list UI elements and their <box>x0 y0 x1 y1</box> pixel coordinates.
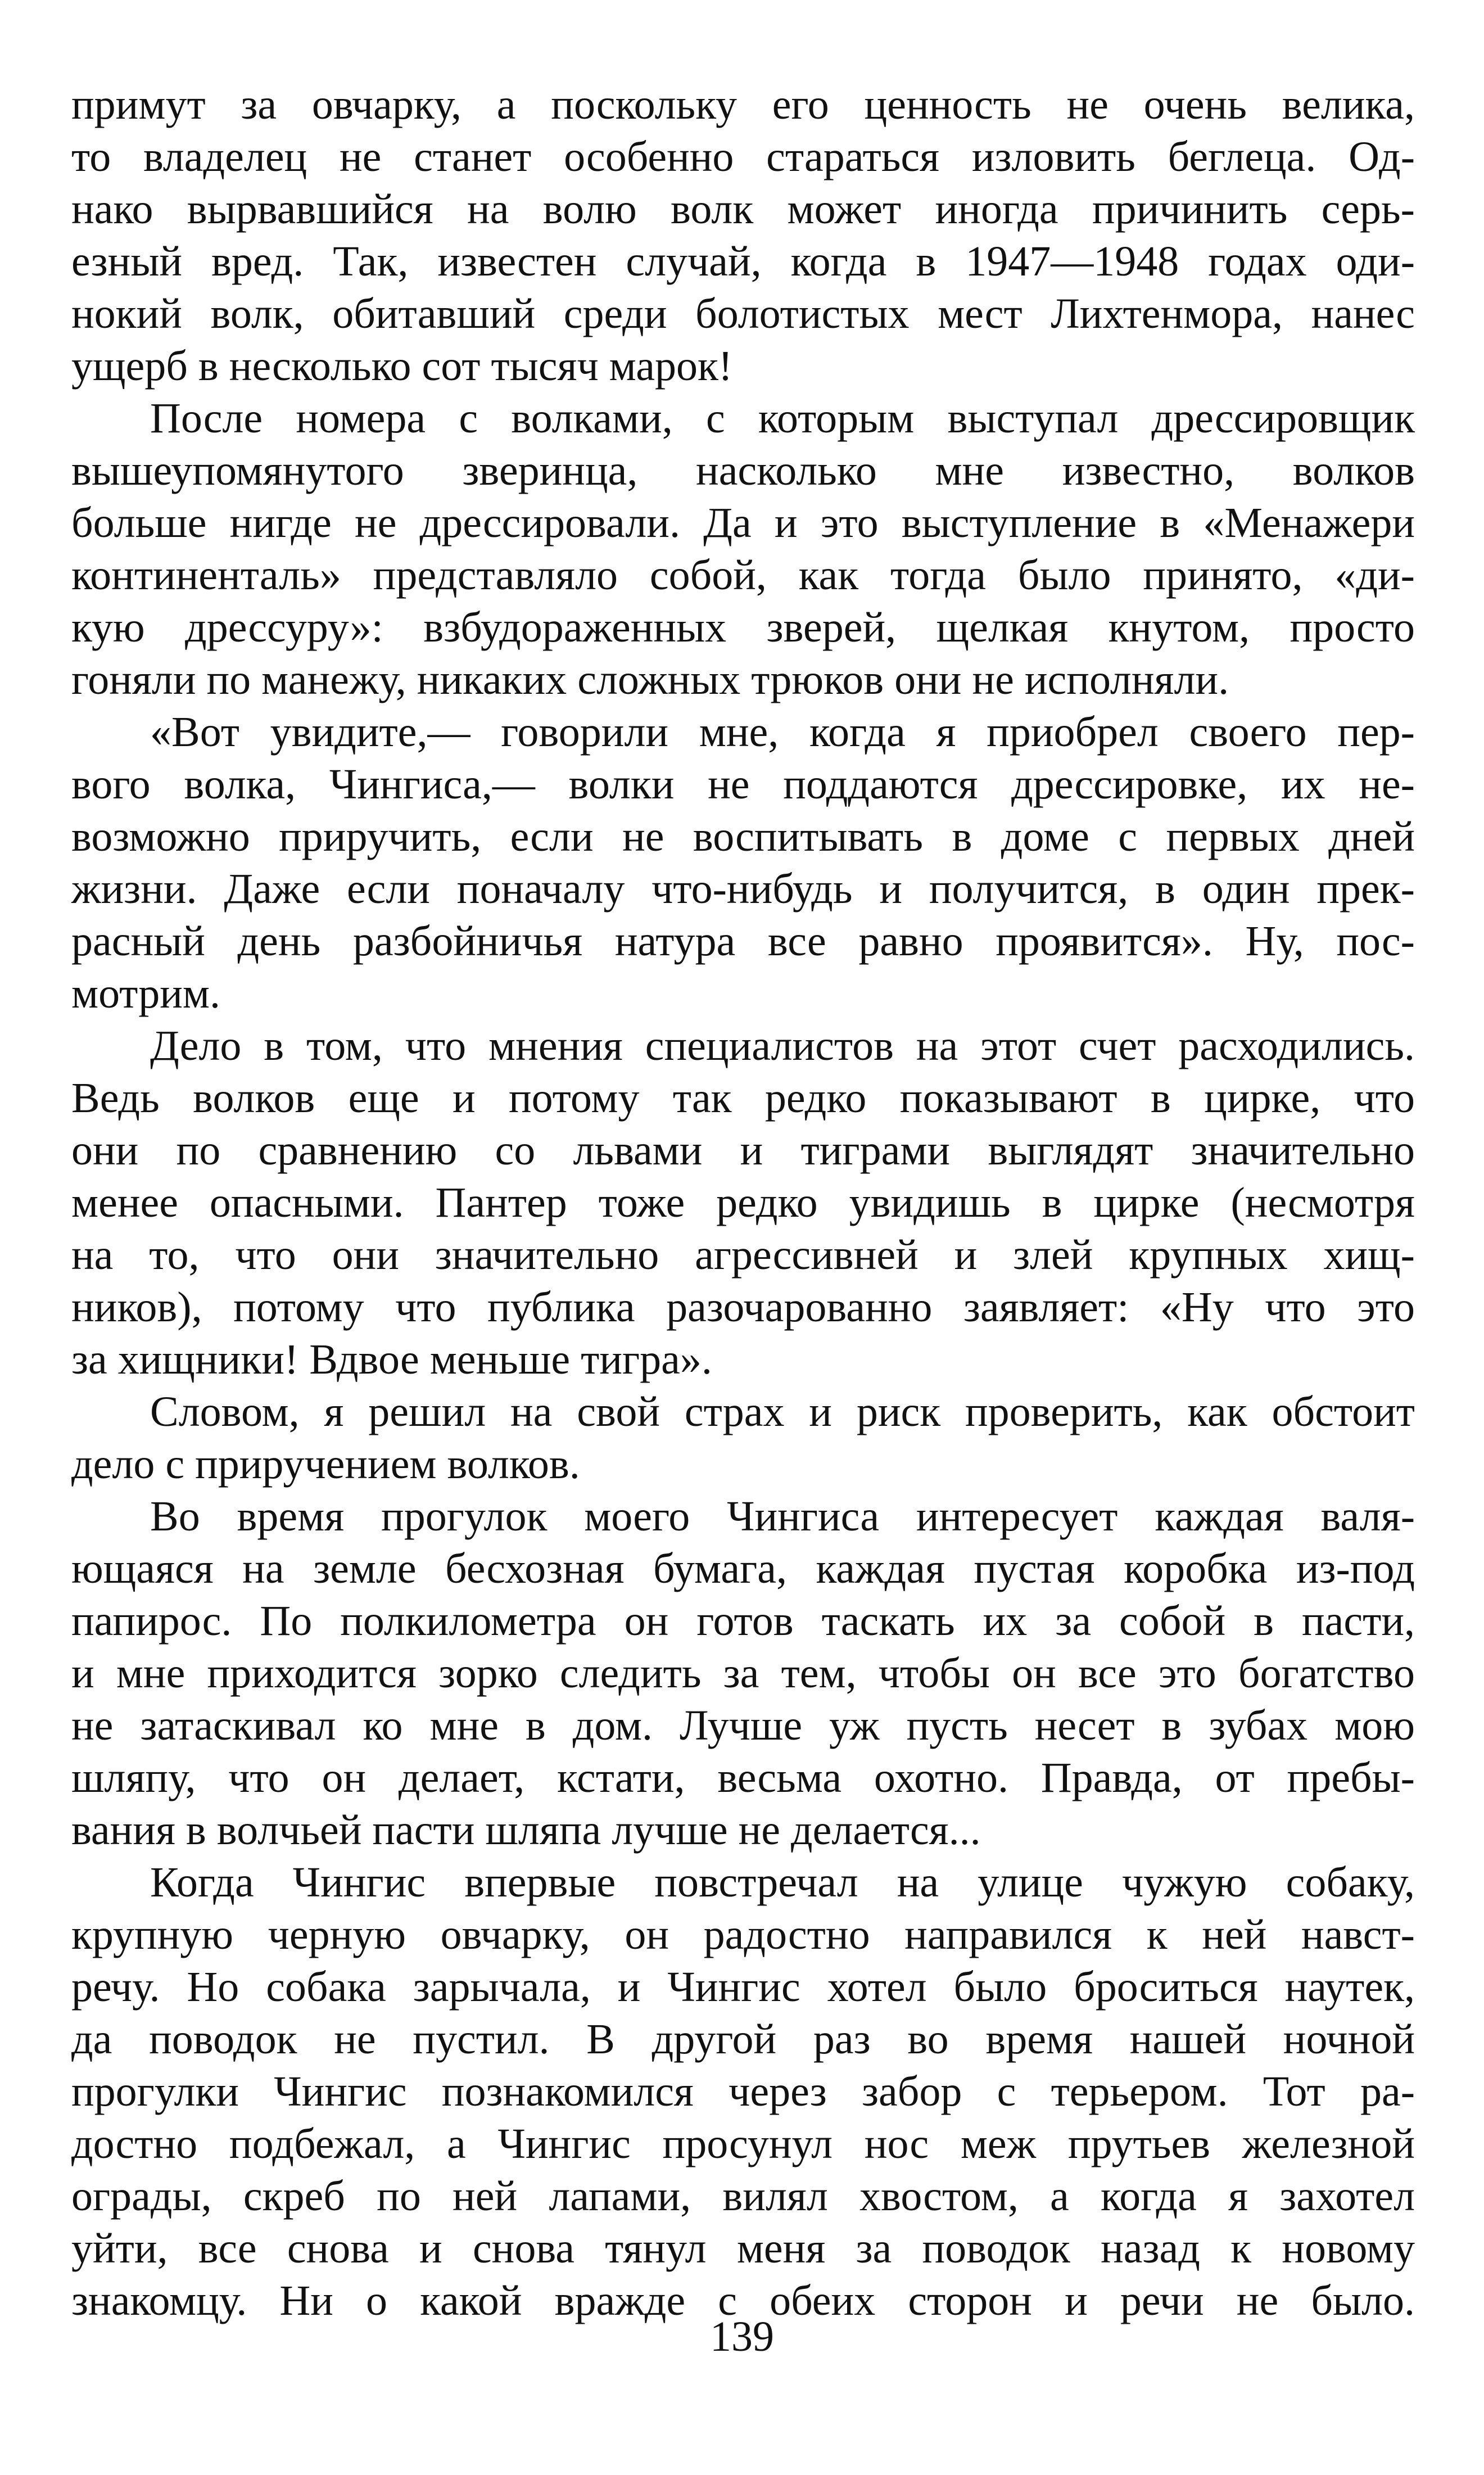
text-line: расный день разбойничья натура все равно проявится». Ну, пос- <box>71 918 1415 965</box>
paragraph <box>71 1020 1415 1386</box>
page-number: 139 <box>710 2313 774 2360</box>
text-line: прогулки Чингис познакомился через забор с терьером. Тот ра- <box>71 2068 1415 2115</box>
text-line: вого волка, Чингиса,— волки не поддаются дрессировке, их не- <box>71 761 1415 808</box>
text-line: да поводок не пустил. В другой раз во время нашей ночной <box>71 2016 1415 2063</box>
text-line: Ведь волков еще и потому так редко показывают в цирке, что <box>71 1074 1415 1122</box>
text-line: ющаяся на земле бесхозная бумага, каждая пустая коробка из-под <box>71 1545 1415 1592</box>
text-line: уйти, все снова и снова тянул меня за поводок назад к новому <box>71 2225 1415 2272</box>
book-page-text <box>71 79 1415 2327</box>
text-line: Словом, я решил на свой страх и риск проверить, как обстоит <box>150 1388 1415 1435</box>
text-line: нокий волк, обитавший среди болотистых мест Лихтенмора, нанес <box>71 290 1415 337</box>
text-line: возможно приручить, если не воспитывать в доме с первых дней <box>71 813 1415 860</box>
text-line: за хищники! Вдвое меньше тигра». <box>71 1336 712 1383</box>
text-line: менее опасными. Пантер тоже редко увидишь в цирке (несмотря <box>71 1179 1415 1226</box>
text-line: вания в волчьей пасти шляпа лучше не делается... <box>71 1806 981 1854</box>
paragraph <box>71 1491 1415 1857</box>
text-line: не затаскивал ко мне в дом. Лучше уж пусть несет в зубах мою <box>71 1702 1415 1749</box>
paragraph <box>71 706 1415 1020</box>
text-line: дело с приручением волков. <box>71 1440 580 1488</box>
text-line: крупную черную овчарку, он радостно направился к ней навст- <box>71 1911 1415 1958</box>
paragraph <box>71 1857 1415 2327</box>
paragraph <box>71 79 1415 392</box>
text-line: и мне приходится зорко следить за тем, чтобы он все это богатство <box>71 1650 1415 1697</box>
text-body <box>71 79 1415 2327</box>
text-line: «Вот увидите,— говорили мне, когда я приобрел своего пер- <box>150 708 1415 756</box>
text-line: вышеупомянутого зверинца, насколько мне известно, волков <box>71 447 1415 494</box>
text-line: шляпу, что он делает, кстати, весьма охотно. Правда, от пребы- <box>71 1754 1415 1801</box>
text-line: езный вред. Так, известен случай, когда в 1947—1948 годах оди- <box>71 238 1415 285</box>
text-line: ограды, скреб по ней лапами, вилял хвостом, а когда я захотел <box>71 2173 1415 2220</box>
text-line: ущерб в несколько сот тысяч марок! <box>71 342 733 390</box>
text-line: нако вырвавшийся на волю волк может иногда причинить серь- <box>71 186 1415 233</box>
text-line: кую дрессуру»: взбудораженных зверей, щелкая кнутом, просто <box>71 604 1415 651</box>
text-line: Когда Чингис впервые повстречал на улице чужую собаку, <box>150 1859 1415 1906</box>
text-line: примут за овчарку, а поскольку его ценность не очень велика, <box>71 81 1415 128</box>
text-line: Дело в том, что мнения специалистов на этот счет расходились. <box>150 1022 1415 1069</box>
text-line: папирос. По полкилометра он готов таскать их за собой в пасти, <box>71 1597 1415 1645</box>
text-line: континенталь» представляло собой, как тогда было принято, «ди- <box>71 552 1415 599</box>
text-line: то владелец не станет особенно стараться изловить беглеца. Од- <box>71 133 1415 180</box>
text-line: знакомцу. Ни о какой вражде с обеих сторон и речи не было. <box>71 2277 1415 2324</box>
text-line: больше нигде не дрессировали. Да и это выступление в «Менажери <box>71 499 1415 547</box>
text-line: Во время прогулок моего Чингиса интересует каждая валя- <box>150 1493 1415 1540</box>
text-line: жизни. Даже если поначалу что-нибудь и получится, в один прек- <box>71 865 1415 913</box>
paragraph <box>71 1386 1415 1491</box>
paragraph <box>71 392 1415 706</box>
text-line: После номера с волками, с которым выступал дрессировщик <box>150 395 1415 442</box>
text-line: на то, что они значительно агрессивней и злей крупных хищ- <box>71 1231 1415 1279</box>
text-line: достно подбежал, а Чингис просунул нос меж прутьев железной <box>71 2120 1415 2167</box>
text-line: речу. Но собака зарычала, и Чингис хотел было броситься наутек, <box>71 1963 1415 2011</box>
text-line: они по сравнению со львами и тиграми выглядят значительно <box>71 1127 1415 1174</box>
text-line: мотрим. <box>71 970 220 1017</box>
text-line: гоняли по манежу, никаких сложных трюков они не исполняли. <box>71 656 1229 703</box>
text-line: ников), потому что публика разочарованно заявляет: «Ну что это <box>71 1284 1415 1331</box>
